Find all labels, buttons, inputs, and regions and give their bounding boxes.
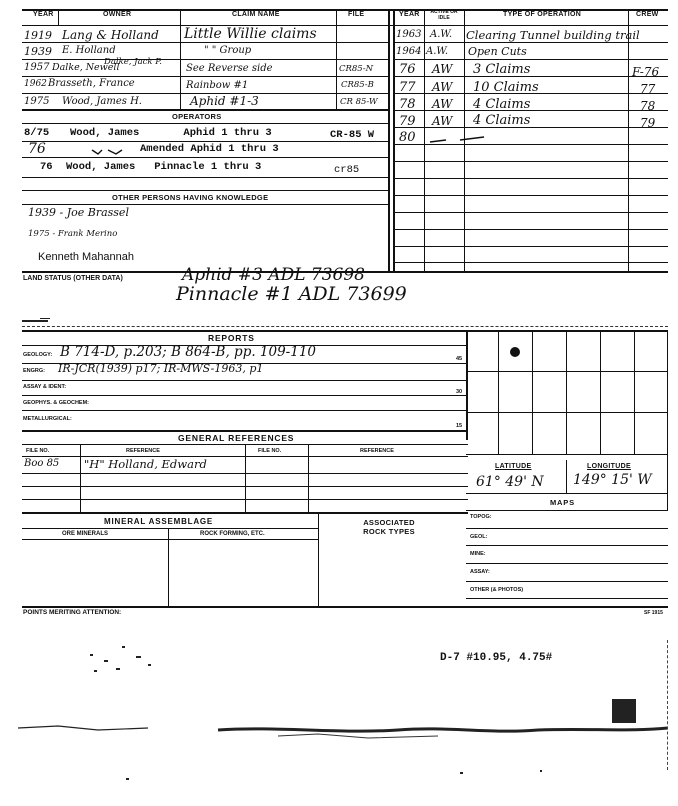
owner-row-1-owner: Lang & Holland bbox=[62, 28, 159, 42]
latitude-label: LATITUDE bbox=[495, 463, 532, 470]
mineral-assemblage-title: MINERAL ASSEMBLAGE bbox=[104, 517, 214, 526]
ops-row-4-status: AW bbox=[432, 80, 453, 94]
owner-note: Dalke, Jack P. bbox=[104, 57, 162, 67]
ops-row-4-year: 77 bbox=[399, 80, 416, 95]
ops-row-4-crew: 77 bbox=[640, 82, 656, 96]
refs-col-reference: REFERENCE bbox=[126, 448, 160, 454]
reports-num-30: 30 bbox=[456, 389, 463, 395]
form-number: SF 1915 bbox=[644, 610, 663, 616]
assay-label: ASSAY & IDENT: bbox=[23, 384, 67, 390]
owner-row-2-year: 1939 bbox=[24, 45, 52, 58]
ops-row-6-crew: 79 bbox=[640, 116, 656, 130]
land-status-1: Aphid #3 ADL 73698 bbox=[182, 265, 365, 285]
ditto-strokes bbox=[424, 128, 504, 148]
owner-row-5-claim: Aphid #1-3 bbox=[190, 94, 259, 108]
reports-num-15: 15 bbox=[456, 423, 463, 429]
header-owner: OWNER bbox=[103, 11, 132, 18]
knowledge-2: 1975 - Frank Merino bbox=[28, 229, 118, 239]
refs-col-reference-2: REFERENCE bbox=[360, 448, 394, 454]
ref-1-file: Boo 85 bbox=[24, 458, 60, 469]
refs-col-file-no-2: FILE NO. bbox=[258, 448, 282, 454]
ops-row-1-status: A.W. bbox=[430, 29, 453, 40]
header-file: FILE bbox=[348, 11, 365, 18]
engrg-label: ENGRG: bbox=[23, 368, 45, 374]
metallurgical-label: METALLURGICAL: bbox=[23, 416, 72, 422]
ops-row-5-crew: 78 bbox=[640, 99, 656, 113]
engrg-value: IR-JCR(1939) p17; IR-MWS-1963, p1 bbox=[58, 362, 264, 375]
general-references-title: GENERAL REFERENCES bbox=[178, 433, 295, 443]
owner-row-3-year: 1957 bbox=[24, 62, 50, 73]
operator-1-text: Wood, James Aphid 1 thru 3 bbox=[70, 127, 272, 139]
owner-row-1-year: 1919 bbox=[24, 29, 52, 42]
maps-geol-label: GEOL: bbox=[470, 534, 488, 540]
operator-1-file: CR-85 W bbox=[330, 129, 375, 141]
geology-label: GEOLOGY: bbox=[23, 352, 53, 358]
ops-row-1-type: Clearing Tunnel building trail bbox=[466, 28, 640, 42]
ref-1-reference: "H" Holland, Edward bbox=[84, 457, 207, 471]
maps-mine-label: MINE: bbox=[470, 551, 486, 557]
knowledge-3: Kenneth Mahannah bbox=[38, 251, 135, 263]
maps-assay-label: ASSAY: bbox=[470, 569, 490, 575]
maps-other-label: OTHER (& PHOTOS) bbox=[470, 587, 524, 593]
ops-row-6-year: 79 bbox=[399, 114, 416, 129]
operator-2-text: Amended Aphid 1 thru 3 bbox=[140, 143, 279, 155]
ops-row-4-type: 10 Claims bbox=[473, 80, 539, 95]
ops-row-6-type: 4 Claims bbox=[473, 113, 531, 128]
longitude-value: 149° 15' W bbox=[573, 472, 652, 488]
owner-row-5-year: 1975 bbox=[24, 96, 50, 107]
refs-col-file-no: FILE NO. bbox=[26, 448, 50, 454]
file-stamp: D-7 #10.95, 4.75# bbox=[440, 652, 553, 664]
location-dot bbox=[510, 347, 520, 357]
rock-forming-label: ROCK FORMING, ETC. bbox=[200, 531, 265, 537]
scan-streak bbox=[18, 716, 668, 746]
reports-title: REPORTS bbox=[208, 333, 255, 343]
header-active-idle: ACTIVE OR IDLE bbox=[430, 9, 458, 21]
geophys-label: GEOPHYS. & GEOCHEM: bbox=[23, 400, 90, 406]
operator-1-date: 8/75 bbox=[24, 127, 50, 139]
header-type-of-operation: TYPE OF OPERATION bbox=[503, 11, 582, 18]
operator-3-text: Wood, James Pinnacle 1 thru 3 bbox=[66, 161, 262, 173]
owner-row-3-owner: Dalke, Newell bbox=[52, 62, 120, 73]
header-year: YEAR bbox=[33, 11, 54, 18]
maps-title: MAPS bbox=[550, 498, 575, 507]
owner-row-4-owner: Brasseth, France bbox=[48, 78, 135, 89]
ops-row-5-type: 4 Claims bbox=[473, 97, 531, 112]
ops-row-2-year: 1964 bbox=[396, 46, 422, 57]
owner-row-2-claim: " " Group bbox=[204, 45, 252, 56]
header-underline bbox=[22, 25, 668, 26]
ops-row-7-year: 80 bbox=[399, 130, 416, 145]
owner-row-2-owner: E. Holland bbox=[62, 45, 116, 56]
operator-2-date: 76 bbox=[28, 141, 46, 157]
scan-noise bbox=[86, 640, 176, 680]
owner-row-5-owner: Wood, James H. bbox=[62, 96, 142, 107]
reports-num-45: 45 bbox=[456, 356, 463, 362]
operator-3-file: cr85 bbox=[334, 164, 360, 176]
owner-row-4-file: CR85-B bbox=[341, 80, 374, 90]
maps-topog-label: TOPOG: bbox=[470, 514, 492, 520]
ore-minerals-label: ORE MINERALS bbox=[62, 531, 109, 537]
owner-row-3-claim: See Reverse side bbox=[186, 63, 273, 74]
land-status-label: LAND STATUS (OTHER DATA) bbox=[23, 275, 123, 282]
ops-row-1-year: 1963 bbox=[396, 29, 422, 40]
center-divider bbox=[388, 9, 390, 271]
operators-title: OPERATORS bbox=[172, 112, 222, 121]
land-status-2: Pinnacle #1 ADL 73699 bbox=[176, 283, 407, 305]
ops-row-3-type: 3 Claims bbox=[473, 62, 531, 77]
ops-row-2-status: A.W. bbox=[426, 46, 449, 57]
operator-3-date: 76 bbox=[40, 161, 53, 173]
header-crew: CREW bbox=[636, 11, 659, 18]
header-year-2: YEAR bbox=[399, 11, 420, 18]
owner-row-4-claim: Rainbow #1 bbox=[186, 80, 249, 91]
owner-row-4-year: 1962 bbox=[24, 79, 47, 89]
owner-row-3-file: CR85-N bbox=[339, 64, 374, 74]
ditto-marks bbox=[88, 144, 138, 158]
ops-row-3-year: 76 bbox=[399, 62, 416, 77]
owner-row-5-file: CR 85-W bbox=[340, 97, 378, 107]
ops-row-5-year: 78 bbox=[399, 97, 416, 112]
knowledge-1: 1939 - Joe Brassel bbox=[28, 206, 129, 219]
owner-row-1-claim: Little Willie claims bbox=[184, 26, 317, 42]
ops-row-5-status: AW bbox=[432, 97, 453, 111]
ops-row-3-status: AW bbox=[432, 62, 453, 76]
ops-row-6-status: AW bbox=[432, 114, 453, 128]
ops-row-3-crew: F-76 bbox=[632, 65, 660, 79]
longitude-label: LONGITUDE bbox=[587, 463, 631, 470]
header-claim-name: CLAIM NAME bbox=[232, 11, 280, 18]
associated-rock-types-label: ASSOCIATED ROCK TYPES bbox=[363, 518, 415, 536]
geology-value: B 714-D, p.203; B 864-B, pp. 109-110 bbox=[60, 344, 317, 360]
points-meriting-attention-label: POINTS MERITING ATTENTION: bbox=[23, 609, 122, 616]
latitude-value: 61° 49' N bbox=[476, 474, 544, 490]
ops-row-2-type: Open Cuts bbox=[468, 45, 527, 58]
knowledge-title: OTHER PERSONS HAVING KNOWLEDGE bbox=[112, 193, 269, 202]
